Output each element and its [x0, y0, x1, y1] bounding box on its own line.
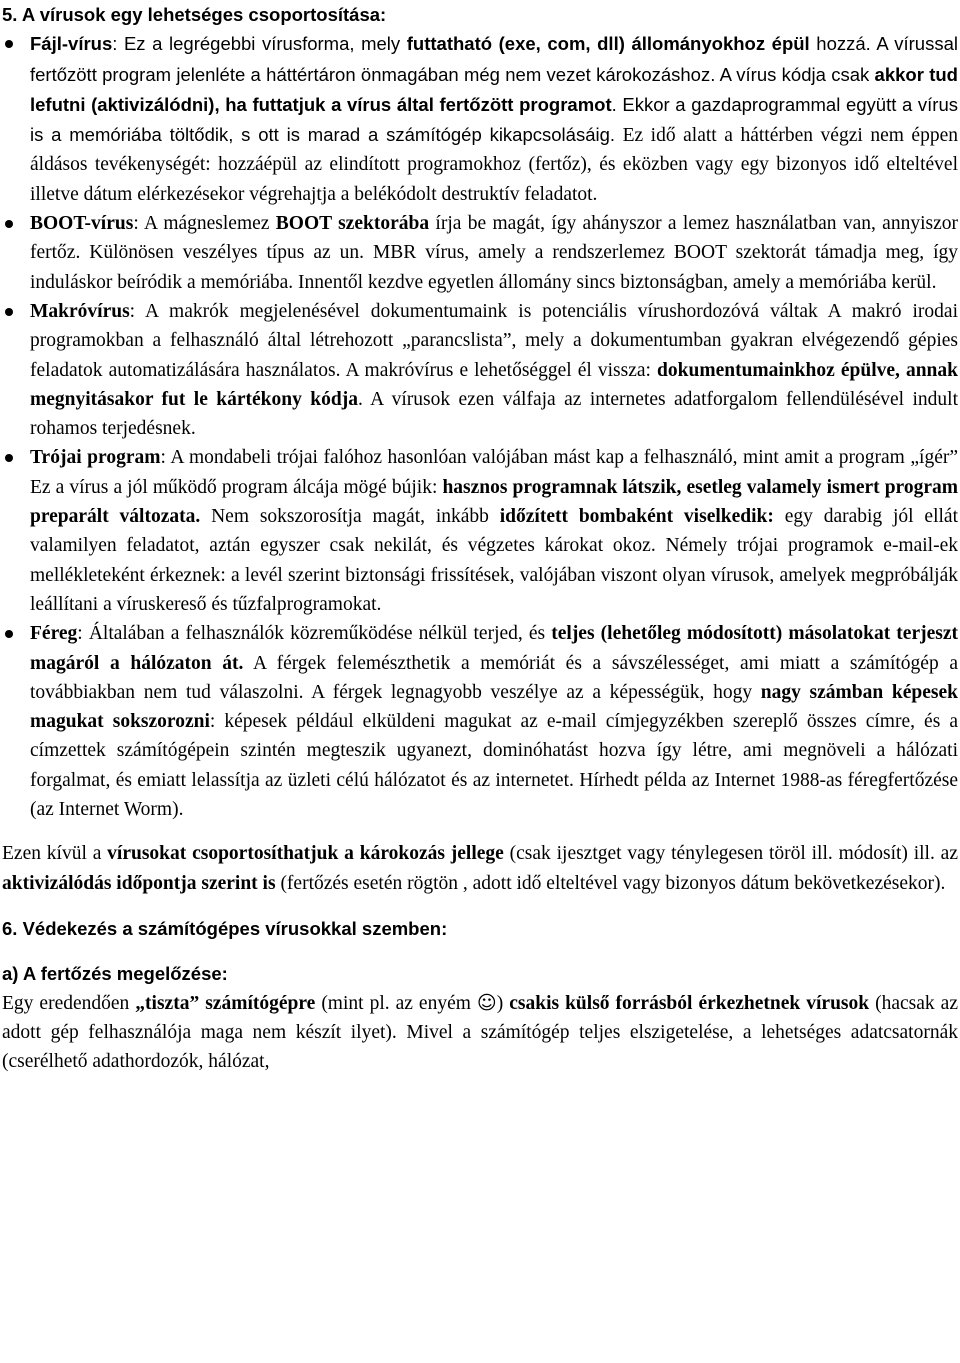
list-item-trojan [2, 443, 958, 619]
text-run: : A mágneslemez [133, 213, 276, 235]
bold-text-run: BOOT-vírus [30, 213, 134, 235]
bold-text-run: Fájl-vírus [30, 33, 113, 55]
bold-text-run: BOOT szektorába [275, 213, 430, 235]
bullet-icon [5, 308, 13, 316]
text-run: egy darabig jól ellát valamilyen feladatot, aztán egyszer csak nekilát, és végzetes károkat okoz. Némely trójai programok e‑mail-ek mellékleteként érkeznek: a levél szerint biztonsági frissítések, valójában viszont olyan vírusok, amelyek megpróbálják leállítani a víruskereső és tűzfalprogramokat. [30, 506, 958, 615]
bold-text-run: Féreg [30, 623, 78, 645]
subsection-a-heading: a) A fertőzés megelőzése: [2, 963, 228, 985]
bold-text-run: „tiszta” számítógépre [135, 992, 316, 1014]
text-run: . Ekkor a gazdaprogrammal együtt a vírus is a memóriába töltődik, s ott is marad a számítógép kikapcsolásáig. [30, 93, 959, 146]
prevention-paragraph [2, 989, 958, 1077]
classification-paragraph [2, 839, 958, 898]
section-5-heading: 5. A vírusok egy lehetséges csoportosítása: [2, 4, 387, 25]
bold-text-run: teljes (lehetőleg módosított) másolatokat terjeszt magáról a hálózaton át. [30, 623, 958, 674]
bullet-icon [5, 454, 13, 462]
text-run: Nem sokszorosítja magát, inkább [200, 506, 500, 528]
bold-text-run: hasznos programnak látszik, esetleg valamely ismert program preparált változata. [30, 476, 958, 528]
bold-text-run: akkor tud lefutni (aktivizálódni), ha futtatjuk a vírus által fertőzött programot [30, 63, 958, 115]
smiley-icon: ☺ [476, 991, 497, 1014]
bold-text-run: aktivizálódás időpontja szerint is [2, 872, 276, 894]
bold-text-run: nagy számban képesek magukat sokszorozni [30, 681, 958, 733]
text-run: (mint pl. az enyém [315, 992, 477, 1014]
bullet-icon [5, 220, 13, 228]
list-item-file-virus [2, 29, 958, 209]
text-run: írja be magát, így ahányszor a lemez használatban van, annyiszor fertőz. Különösen veszélyes típus az un. MBR vírus, amely a rendszerlemez BOOT szektorát támadja meg, így induláskor beíródik a memóriába. Innentől kezdve egyetlen állomány sincs biztonságban, amely a memóriába kerül. [30, 213, 958, 293]
list-item-worm [2, 619, 958, 824]
text-run: A férgek felemészthetik a memóriát és a sávszélességet, ami miatt a számítógép a továbbiakban nem tud válaszolni. A férgek legnagyobb veszélye az a képességük, hogy [30, 652, 958, 703]
text-run: (fertőzés esetén rögtön , adott idő elteltével vagy bizonyos dátum bekövetkezésekor). [275, 872, 946, 894]
text-run: (csak ijesztget vagy ténylegesen töröl ill. módosít) ill. az [503, 843, 958, 865]
section-6-heading: 6. Védekezés a számítógépes vírusokkal szemben: [2, 917, 448, 939]
bold-text-run: csakis külső forrásból érkezhetnek vírusok [509, 992, 870, 1014]
text-run: Ezen kívül a [2, 843, 108, 865]
text-run: (hacsak az adott gép felhasználója maga nem készít ilyet). Mivel a számítógép teljes elszigetelése, a lehetséges adatcsatornák (cserélhető adathordozók, hálózat, [2, 992, 958, 1073]
bold-text-run: időzített bombaként viselkedik: [499, 506, 774, 528]
bullet-icon [5, 630, 13, 638]
text-run: : A mondabeli trójai falóhoz hasonlóan valójában mást kap a felhasználó, mint amit a program „ígér” Ez a vírus a jól működő program álcája mögé bújik: [30, 447, 958, 498]
bold-text-run: Trójai program [30, 447, 161, 469]
bold-text-run: dokumentumainkhoz épülve, annak megnyitásakor fut le kártékony kódja [30, 359, 959, 410]
text-run: ) [496, 992, 510, 1014]
virus-type-list [2, 29, 958, 824]
text-run: : A makrók megjelenésével dokumentumaink is potenciális vírushordozóvá váltak A makró irodai programokban a felhasználó által létrehozott „parancslista”, mely a dokumentumban gyakran elvégezendő gépies feladatok automatizálására használatos. A makróvírus e lehetőséggel él vissza: [30, 300, 958, 381]
bold-text-run: vírusokat csoportosíthatjuk a károkozás jellege [107, 843, 504, 865]
text-run: hozzá. A vírussal fertőzött program jelenléte a háttértáron önmagában még nem vezet károkozáshoz. A vírus kódja csak [30, 33, 958, 85]
text-run: : képesek például elküldeni magukat az e-mail címjegyzékben szereplő összes címre, és a címzettek számítógépein szintén megteszik ugyanezt, dominóhatást hozva így létre, ami megnöveli a hálózati forgalmat, és emiatt lelassítja az üzleti célú hálózatot és az internetet. Hírhedt példa az Internet 1988-as féregfertőzése (az Internet Worm). [30, 711, 958, 821]
bold-text-run: Makróvírus [30, 300, 130, 322]
list-item-boot-virus [2, 209, 958, 297]
text-run: . A vírusok ezen válfaja az internetes adatforgalom fellendülésével indult rohamos terjedésnek. [30, 388, 958, 440]
text-run: Egy eredendően [2, 992, 136, 1014]
bullet-icon [5, 40, 13, 48]
text-run: : Általában a felhasználók közreműködése nélkül terjed, és [77, 623, 552, 645]
bold-text-run: futtatható (exe, com, dll) állományokhoz épül [406, 33, 810, 55]
list-item-macro-virus [2, 297, 958, 443]
text-run: : Ez a legrégebbi vírusforma, mely [112, 33, 407, 55]
text-run: Ez idő alatt a háttérben végzi nem éppen áldásos tevékenységét: hozzáépül az elindított programokhoz (fertőz), és eközben vagy egy bizonyos idő elteltével illetve dátum elérkezésekor végrehajtja a belékódolt destruktív feladatot. [30, 125, 958, 205]
